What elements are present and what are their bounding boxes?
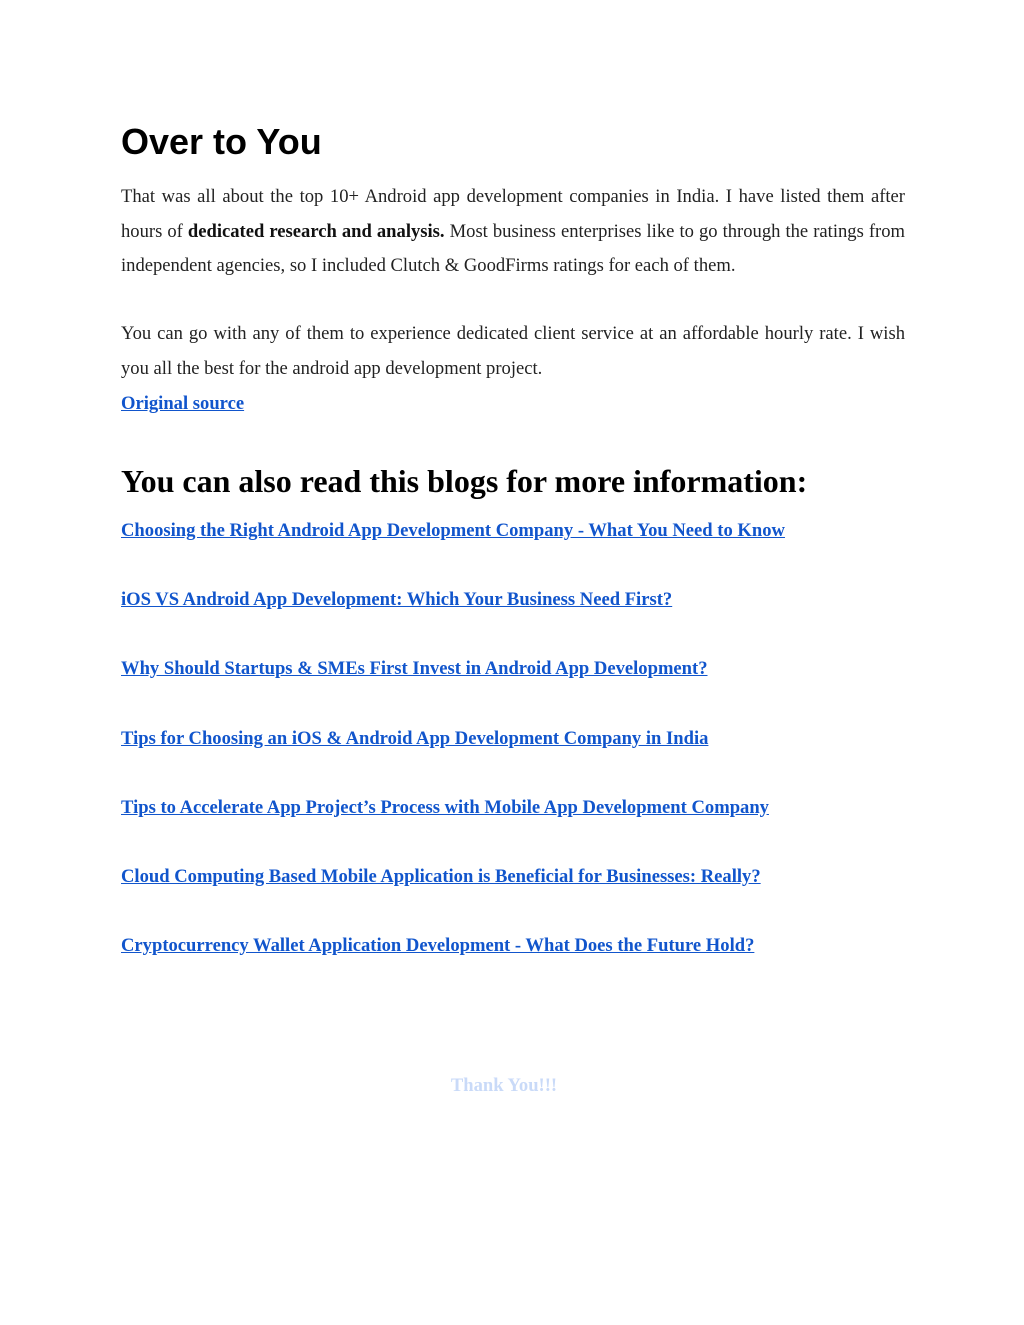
intro-text-end: Most business enterprises like to go through the ratings from independent agencies, so I included Clutch & GoodFirms ratings for each of them. xyxy=(121,220,905,276)
intro-text-bold: dedicated research and analysis. xyxy=(187,220,445,242)
intro-text-start: That was all about the top 10+ Android app development companies in India. I have listed them after hours of xyxy=(121,186,905,242)
list-item xyxy=(121,584,905,653)
original-source-link[interactable]: Original source xyxy=(121,393,245,414)
thank-you-text: Thank You!!! xyxy=(450,1075,558,1096)
list-item xyxy=(121,861,905,930)
blog-link-ios-vs-android[interactable]: iOS VS Android App Development: Which Your Business Need First? xyxy=(121,589,673,611)
list-item xyxy=(121,792,905,861)
blog-link-startups-smes[interactable]: Why Should Startups & SMEs First Invest in Android App Development? xyxy=(121,658,708,680)
blog-link-cloud-computing[interactable]: Cloud Computing Based Mobile Application is Beneficial for Businesses: Really? xyxy=(121,865,761,887)
related-blogs-list xyxy=(121,515,905,999)
list-item xyxy=(121,930,905,999)
related-blogs-heading: You can also read this blogs for more information: xyxy=(121,463,808,499)
intro-paragraph xyxy=(121,180,905,284)
blog-link-crypto-wallet[interactable]: Cryptocurrency Wallet Application Development - What Does the Future Hold? xyxy=(121,935,755,957)
list-item xyxy=(121,653,905,722)
list-item xyxy=(121,723,905,792)
blog-link-tips-choosing-company[interactable]: Tips for Choosing an iOS & Android App Development Company in India xyxy=(121,727,709,749)
blog-link-choosing-android-company[interactable]: Choosing the Right Android App Development Company - What You Need to Know xyxy=(121,520,785,541)
closing-paragraph: You can go with any of them to experience dedicated client service at an affordable hourly rate. I wish you all the best for the android app development project. xyxy=(121,323,905,379)
page-title: Over to You xyxy=(121,121,322,162)
list-item xyxy=(121,515,905,584)
blog-link-accelerate-app-project[interactable]: Tips to Accelerate App Project’s Process with Mobile App Development Company xyxy=(121,796,769,818)
